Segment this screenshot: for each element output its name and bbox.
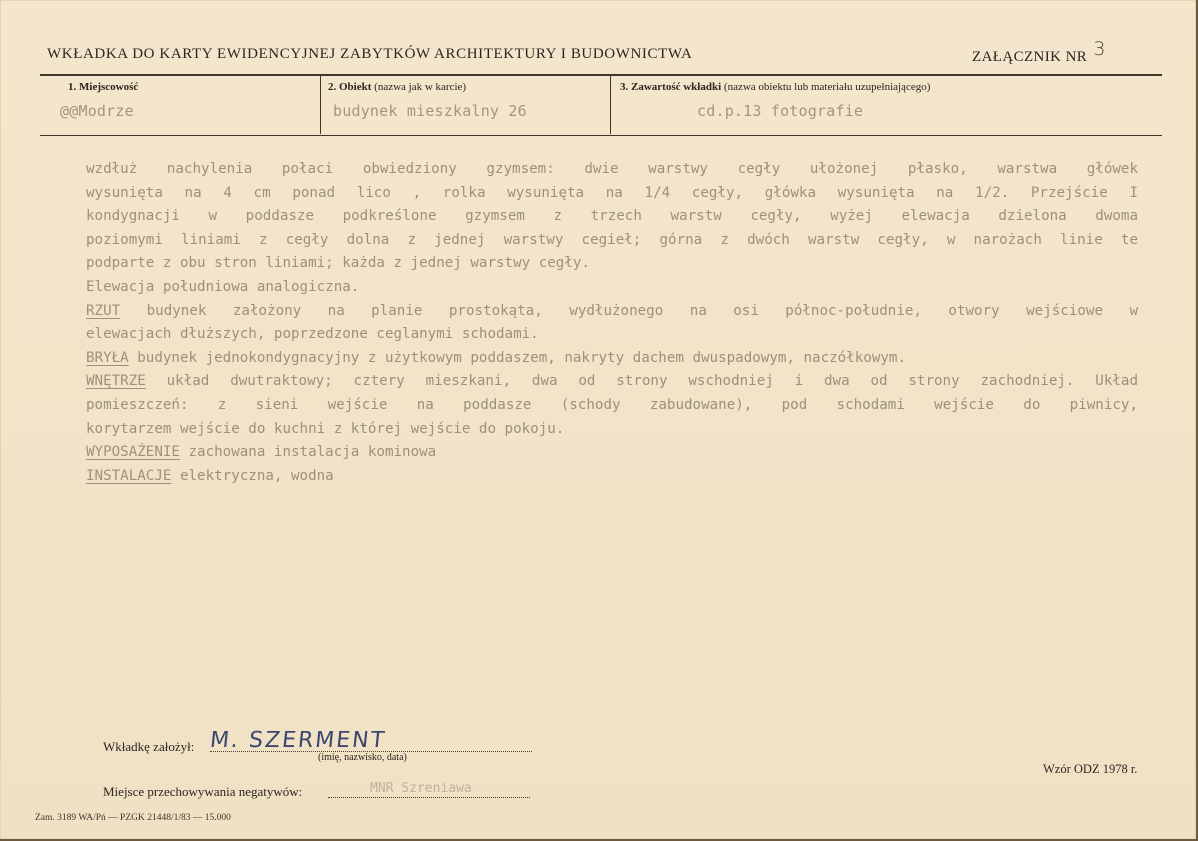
header-top-rule: [40, 74, 1162, 76]
contents-value: cd.p.13 fotografie: [697, 102, 864, 120]
locality-label: 1. Miejscowość: [68, 81, 139, 93]
description-line: kondygnacji w poddasze podkreślone gzymsem z trzech warstw cegły, wyżej elewacja dzielona dwoma: [86, 208, 1138, 225]
section-heading-instalacje: INSTALACJE: [86, 467, 172, 484]
annex-label: ZAŁĄCZNIK NR: [972, 49, 1088, 65]
print-info: Zam. 3189 WA/Pń — PZGK 21448/1/83 — 15.000: [35, 813, 231, 823]
section-heading-rzut: RZUT: [86, 302, 121, 319]
object-value: budynek mieszkalny 26: [333, 102, 527, 120]
contents-label-note: (nazwa obiektu lub materiału uzupełniającego): [723, 81, 931, 93]
contents-label: 3. Zawartość wkładki: [620, 81, 722, 93]
form-title: WKŁADKA DO KARTY EWIDENCYJNEJ ZABYTKÓW ARCHITEKTURY I BUDOWNICTWA: [47, 46, 693, 62]
annex-label-group: [972, 38, 1106, 66]
description-line: BRYŁA budynek jednokondygnacyjny z użytkowym poddaszem, nakryty dachem dwuspadowym, naczółkowym.: [86, 349, 907, 366]
section-heading-bryla: BRYŁA: [86, 349, 129, 366]
description-line: poziomymi liniami z cegły dolna z jednej warstwy cegieł; górna z dwóch warstw cegły, w narożach linie te: [86, 231, 1138, 248]
field-divider-1: [320, 76, 321, 134]
created-by-label: Wkładkę założył:: [103, 739, 195, 754]
description-line: podparte z obu stron liniami; każda z jednej warstwy cegły.: [86, 255, 590, 272]
object-label: 2. Obiekt: [328, 81, 372, 93]
created-by-caption: (imię, nazwisko, data): [318, 752, 407, 763]
annex-number: 3: [1093, 38, 1106, 60]
object-label-group: [328, 81, 466, 93]
description-line: pomieszczeń: z sieni wejście na poddasze (schody zabudowane), pod schodami wejście do piwnicy,: [86, 396, 1138, 413]
description-line: WNĘTRZE układ dwutraktowy; cztery mieszkani, dwa od strony wschodniej i dwa od strony zachodniej. Układ: [86, 373, 1138, 390]
author-signature: M. SZERMENT: [208, 728, 388, 753]
section-heading-wnetrze: WNĘTRZE: [86, 373, 146, 390]
description-line: RZUT budynek założony na planie prostokąta, wydłużonego na osi północ-południe, otwory wejściowe w: [86, 302, 1138, 319]
negatives-value: MNR Szreniawa: [370, 781, 472, 796]
locality-value: @@Modrze: [60, 102, 134, 120]
description-line: Elewacja południowa analogiczna.: [86, 278, 360, 295]
description-line: wysunięta na 4 cm ponad lico , rolka wysunięta na 1/4 cegły, główka wysunięta na 1/2. Przejście I: [86, 184, 1138, 201]
description-line: wzdłuż nachylenia połaci obwiedziony gzymsem: dwie warstwy cegły ułożonej płasko, warstwa główek: [86, 161, 1138, 177]
description-line: elewacjach dłuższych, poprzedzone ceglanymi schodami.: [86, 326, 539, 343]
object-label-note: (nazwa jak w karcie): [374, 81, 467, 93]
description-text: [86, 158, 1138, 488]
description-line: korytarzem wejście do kuchni z której wejście do pokoju.: [86, 420, 565, 437]
header-bottom-rule: [40, 135, 1162, 136]
contents-label-group: [620, 81, 930, 93]
section-heading-wyposazenie: WYPOSAŻENIE: [86, 444, 180, 461]
field-divider-2: [610, 76, 611, 134]
negatives-label: Miejsce przechowywania negatywów:: [103, 784, 303, 799]
description-line: WYPOSAŻENIE zachowana instalacja kominowa: [86, 444, 437, 461]
description-line: INSTALACJE elektryczna, wodna: [86, 467, 334, 484]
form-model: Wzór ODZ 1978 r.: [1043, 762, 1138, 776]
negatives-line: [328, 797, 530, 798]
